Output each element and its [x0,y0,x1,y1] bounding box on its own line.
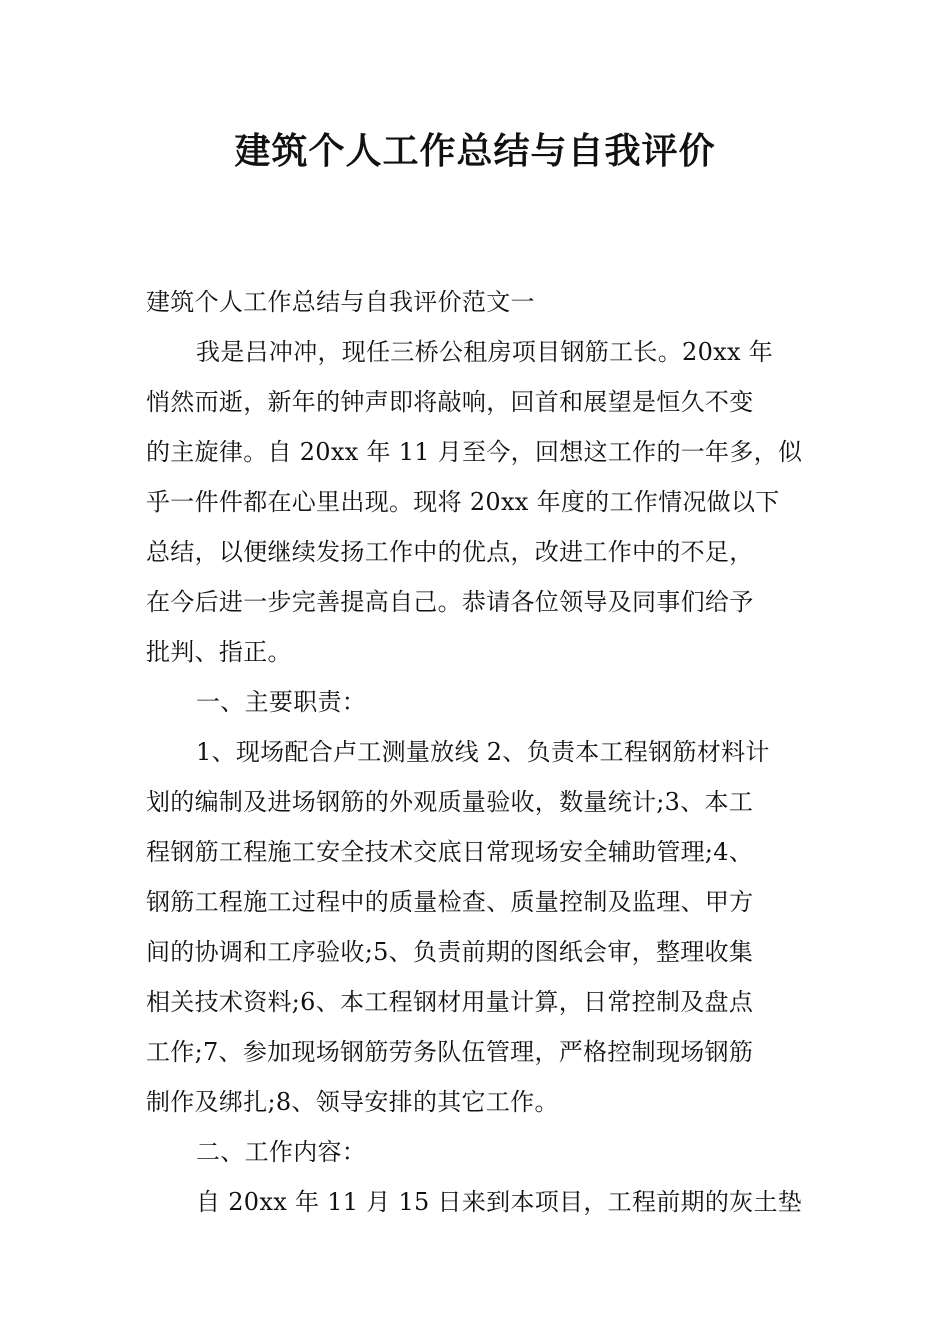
paragraph-line: 乎一件件都在心里出现。现将 20xx 年度的工作情况做以下 [146,488,780,516]
paragraph-line: 划的编制及进场钢筋的外观质量验收，数量统计;3、本工 [146,788,754,816]
paragraph-line: 相关技术资料;6、本工程钢材用量计算，日常控制及盘点 [146,988,754,1016]
paragraph-line: 制作及绑扎;8、领导安排的其它工作。 [146,1088,559,1116]
paragraph-line: 程钢筋工程施工安全技术交底日常现场安全辅助管理;4、 [146,838,754,866]
subheading-line: 一、主要职责： [196,688,367,716]
paragraph-line: 悄然而逝，新年的钟声即将敲响，回首和展望是恒久不变 [146,388,754,416]
paragraph-line: 自 20xx 年 11 月 15 日来到本项目，工程前期的灰土垫 [196,1188,803,1216]
document-title: 建筑个人工作总结与自我评价 [234,131,716,172]
paragraph-line: 工作;7、参加现场钢筋劳务队伍管理，严格控制现场钢筋 [146,1038,754,1066]
paragraph-line: 批判、指正。 [146,638,292,666]
paragraph-line: 间的协调和工序验收;5、负责前期的图纸会审，整理收集 [146,938,754,966]
section-heading: 建筑个人工作总结与自我评价范文一 [146,288,535,316]
subheading-line: 二、工作内容： [196,1138,367,1166]
paragraph-line: 我是吕冲冲，现任三桥公租房项目钢筋工长。20xx 年 [196,338,774,366]
paragraph-line: 总结，以便继续发扬工作中的优点，改进工作中的不足， [146,538,754,566]
paragraph-line: 1、现场配合卢工测量放线 2、负责本工程钢筋材料计 [196,738,770,766]
document-body [146,277,812,1227]
paragraph-line: 在今后进一步完善提高自己。恭请各位领导及同事们给予 [146,588,754,616]
paragraph-line: 的主旋律。自 20xx 年 11 月至今，回想这工作的一年多，似 [146,438,803,466]
paragraph-line: 钢筋工程施工过程中的质量检查、质量控制及监理、甲方 [146,888,754,916]
